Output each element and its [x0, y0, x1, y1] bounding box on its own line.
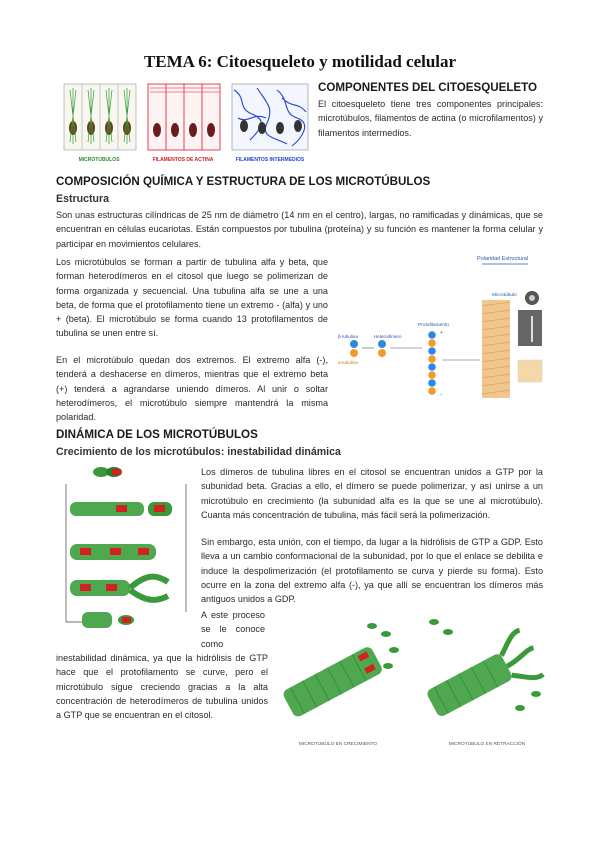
microtubule-structure-diagram	[332, 250, 547, 400]
section-heading-composition: COMPOSICIÓN QUÍMICA Y ESTRUCTURA DE LOS MICROTÚBULOS	[56, 175, 431, 188]
diagram-label-polaridad: Polaridad Estructural	[477, 256, 529, 262]
caption-actin: FILAMENTOS DE ACTINA	[152, 157, 214, 163]
dynamics-paragraph-3b: inestabilidad dinámica, ya que la hidrólisis de GTP hace que el protofilamento se curve, pero el microtúbulo sigue creciendo gracias a la alta concentración de heterodímeros de tubulina unidos a GTP que se encuentran en el citosol.	[56, 653, 268, 721]
diagram-label-alpha: α-tubulina	[338, 360, 358, 365]
microtubule-cells-illustration	[64, 84, 136, 150]
dynamics-paragraph-3a: A este proceso se le conoce como	[201, 610, 265, 649]
subheading-structure: Estructura	[56, 193, 109, 205]
caption-shrinking-microtubule: MICROTÚBULO EN RETRACCIÓN	[448, 742, 526, 747]
section-heading-dynamics: DINÁMICA DE LOS MICROTÚBULOS	[56, 428, 258, 441]
diagram-label-beta: β-tubulina	[338, 334, 358, 339]
components-text: El citoesqueleto tiene tres componentes principales: microtúbulos, filamentos de actina (o microfilamentos) y filamentos intermedios.	[318, 99, 543, 138]
cycle-stage-3	[70, 544, 156, 560]
caption-microtubules: MICROTÚBULOS	[78, 157, 120, 163]
page-title: TEMA 6: Citoesqueleto y motilidad celular	[143, 52, 457, 71]
intermediate-filament-cells-illustration	[232, 84, 308, 150]
caption-intermediate: FILAMENTOS INTERMEDIOS	[235, 157, 305, 163]
cytoskeleton-cells-figure	[62, 78, 312, 168]
shrinking-microtubule-figure	[420, 612, 550, 744]
diagram-label-dimer: Heterodímero	[374, 334, 402, 339]
dynamics-paragraph-1: Los dímeros de tubulina libres en el citosol se encuentran unidos a GTP por la subunidad beta. Gracias a ello, el dímero se puede polimerizar, y así unirse a un microtúbulo en crecimiento (la subunidad alfa es la que se une al microtúbulo). Cuanta más concentración de tubulina, más fácil será la polimerización.	[201, 467, 543, 520]
structure-paragraph-1: Son unas estructuras cilíndricas de 25 nm de diámetro (14 nm en el centro), largas, no ramificadas y dinámicas, que se encuentran en células eucariotas. Están compuestos por tubulina (proteína) y su función es mantener la forma celular y participar en movimientos celulares.	[56, 210, 543, 249]
dynamic-instability-cycle-figure	[56, 462, 196, 640]
caption-growing-microtubule: MICROTÚBULO EN CRECIMIENTO	[298, 742, 378, 747]
diagram-label-protofilament: Protofilamento	[418, 323, 449, 328]
cycle-stage-5	[82, 612, 134, 628]
cycle-stage-1	[93, 467, 122, 477]
actin-cells-illustration	[148, 84, 220, 150]
cycle-stage-4	[70, 577, 168, 600]
diagram-minus-end: -	[440, 392, 442, 398]
dynamics-paragraph-2: Sin embargo, esta unión, con el tiempo, da lugar a la hidrólisis de GTP a GDP. Esto lleva a un cambio conformacional de la subunidad, por lo que el enlace se debilita e induce la despolimerización (el protofilamento se curva y pierde su forma). Esto ocurre en la zona del extremo alfa (-), ya que allí se encuentran los dímeros más antiguos unidos a GDP.	[201, 537, 543, 605]
cycle-stage-2	[70, 502, 172, 516]
structure-paragraph-2: Los microtúbulos se forman a partir de tubulina alfa y beta, que forman heterodímeros en el citosol que luego se polimerizan de forma organizada y secuencial. Una tubulina alfa se une a una beta, de forma que el protofilamento tiene un extremo - (alfa) y uno + (beta). El microtúbulo se forma cuando 13 protofilamentos de tubulina se unen entre sí.	[56, 257, 328, 339]
growing-microtubule-figure	[276, 612, 408, 744]
diagram-plus-end: +	[440, 330, 443, 336]
protofilament-chain	[428, 331, 436, 395]
components-heading: COMPONENTES DEL CITOESQUELETO	[318, 81, 538, 94]
diagram-label-microtubule: Microtúbulo	[492, 293, 517, 298]
subheading-dynamic-instability: Crecimiento de los microtúbulos: inestabilidad dinámica	[56, 446, 341, 458]
structure-paragraph-3: En el microtúbulo quedan dos extremos. El extremo alfa (-), tenderá a deshacerse en dímeros, mientras que el extremo beta (+) tenderá a agrandarse uniendo dímeros. Al unir o soltar heterodímeros, el microtúbulo siempre mantendrá la misma polaridad.	[56, 355, 328, 423]
